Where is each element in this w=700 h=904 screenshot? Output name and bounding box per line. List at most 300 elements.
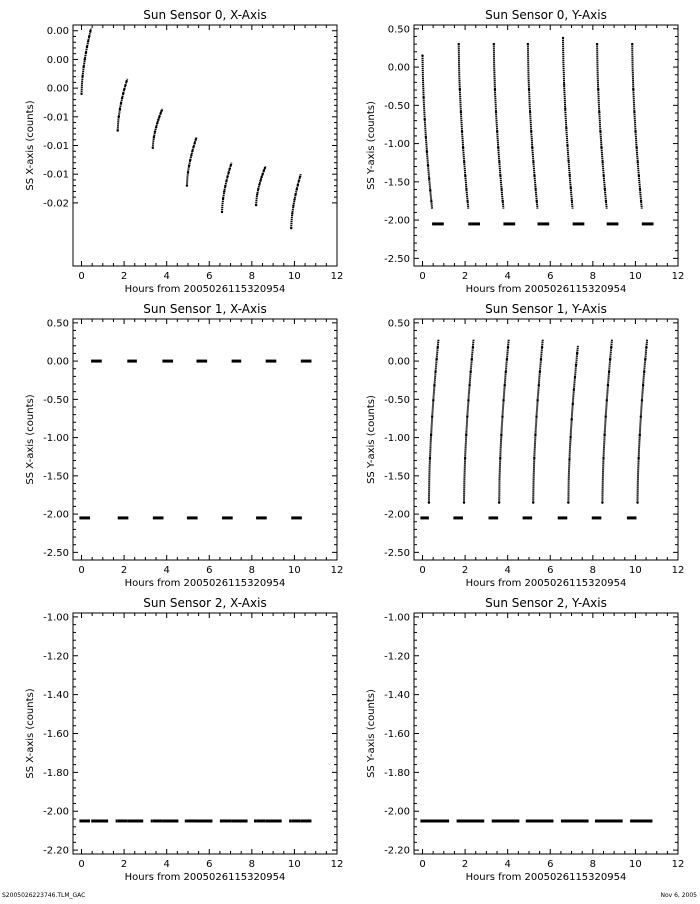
data-point — [189, 159, 191, 161]
data-point — [600, 146, 602, 148]
data-point — [119, 108, 121, 110]
data-point — [468, 384, 470, 386]
data-point — [495, 111, 497, 113]
data-point — [160, 109, 162, 111]
footer-left-text: S2005026223746.TLM_GAC — [2, 892, 86, 899]
chart-title: Sun Sensor 0, Y-Axis — [485, 8, 607, 22]
data-point — [534, 188, 536, 190]
y-tick-label: -1.20 — [384, 651, 410, 663]
x-tick-label: 6 — [547, 859, 554, 870]
data-point — [597, 88, 599, 90]
y-axis-label: SS X-axis (counts) — [25, 100, 36, 191]
data-point — [190, 154, 192, 156]
data-point — [503, 384, 505, 386]
data-point — [499, 457, 501, 459]
x-tick-label: 6 — [206, 271, 213, 282]
data-point — [153, 136, 155, 138]
data-point — [645, 346, 647, 348]
data-point — [505, 371, 507, 373]
data-point — [566, 144, 568, 146]
y-axis-label: SS Y-axis (counts) — [366, 689, 377, 778]
data-point — [86, 46, 88, 48]
chart-panel-2 — [25, 302, 343, 589]
data-point — [433, 384, 435, 386]
data-point — [564, 108, 566, 110]
data-point — [494, 88, 496, 90]
data-segment — [597, 44, 607, 209]
x-tick-label: 8 — [589, 859, 597, 870]
y-tick-label: -0.50 — [384, 394, 410, 406]
y-tick-label: -1.00 — [43, 433, 69, 445]
y-tick-label: 0.50 — [387, 318, 410, 330]
data-point — [507, 346, 509, 348]
data-point — [430, 200, 432, 202]
data-point — [87, 40, 89, 42]
data-point — [605, 200, 607, 202]
chart-title: Sun Sensor 0, X-Axis — [143, 8, 267, 22]
data-point — [532, 501, 534, 503]
y-tick-label: 0.00 — [387, 62, 410, 74]
y-tick-label: -2.50 — [384, 547, 410, 559]
data-point — [601, 501, 603, 503]
data-point — [472, 346, 474, 348]
data-point — [607, 384, 609, 386]
data-segment — [429, 340, 439, 503]
data-point — [192, 146, 194, 148]
data-point — [605, 415, 607, 417]
data-point — [430, 434, 432, 436]
x-tick-label: 0 — [78, 859, 85, 870]
y-tick-label: -0.01 — [43, 169, 69, 181]
data-point — [256, 193, 258, 195]
y-tick-label: 0.00 — [46, 54, 69, 66]
x-tick-label: 2 — [461, 859, 469, 870]
data-point — [563, 84, 565, 86]
data-point — [226, 175, 228, 177]
data-point — [529, 111, 531, 113]
data-segment — [568, 346, 578, 503]
data-segment — [118, 79, 128, 131]
x-tick-label: 8 — [248, 859, 256, 870]
data-point — [297, 184, 299, 186]
y-tick-label: -2.00 — [384, 509, 410, 521]
data-point — [497, 146, 499, 148]
data-point — [156, 122, 158, 124]
data-point — [500, 188, 502, 190]
y-axis-label: SS X-axis (counts) — [25, 688, 36, 779]
x-tick-label: 12 — [330, 271, 344, 282]
x-tick-label: 10 — [629, 565, 642, 576]
data-point — [599, 130, 601, 132]
y-tick-label: -2.00 — [43, 806, 69, 818]
data-point — [538, 384, 540, 386]
data-point — [496, 130, 498, 132]
data-point — [463, 501, 465, 503]
y-tick-label: -0.50 — [43, 394, 69, 406]
chart-title: Sun Sensor 2, Y-Axis — [485, 596, 607, 610]
data-point — [532, 161, 534, 163]
x-axis-label: Hours from 2005026115320954 — [465, 578, 627, 589]
data-point — [298, 179, 300, 181]
chart-panel-5 — [366, 596, 684, 883]
y-axis-label: SS X-axis (counts) — [25, 394, 36, 485]
chart-panel-1 — [366, 8, 684, 295]
data-point — [435, 358, 437, 360]
data-point — [574, 376, 576, 378]
y-tick-label: -1.00 — [384, 139, 410, 151]
data-point — [640, 415, 642, 417]
data-point — [530, 130, 532, 132]
data-point — [461, 130, 463, 132]
data-point — [429, 457, 431, 459]
data-point — [263, 170, 265, 172]
data-point — [459, 88, 461, 90]
x-tick-label: 6 — [547, 271, 554, 282]
x-tick-label: 12 — [671, 859, 685, 870]
data-point — [259, 179, 261, 181]
y-tick-label: -2.50 — [43, 547, 69, 559]
data-point — [469, 371, 471, 373]
x-tick-label: 12 — [671, 565, 685, 576]
data-point — [195, 139, 197, 141]
x-tick-label: 0 — [419, 565, 426, 576]
data-point — [609, 358, 611, 360]
data-point — [498, 501, 500, 503]
data-point — [434, 371, 436, 373]
y-tick-label: -1.00 — [384, 612, 410, 624]
data-point — [465, 188, 467, 190]
x-tick-label: 12 — [671, 271, 685, 282]
data-point — [602, 457, 604, 459]
data-point — [428, 177, 430, 179]
x-tick-label: 4 — [504, 271, 511, 282]
data-point — [636, 501, 638, 503]
data-point — [637, 161, 639, 163]
data-point — [534, 434, 536, 436]
y-tick-label: -1.00 — [384, 433, 410, 445]
data-point — [569, 436, 571, 438]
data-point — [230, 164, 232, 166]
plot-frame — [73, 25, 337, 266]
data-point — [533, 457, 535, 459]
plot-frame — [414, 25, 678, 266]
data-point — [603, 175, 605, 177]
data-point — [432, 399, 434, 401]
x-tick-label: 4 — [163, 859, 170, 870]
data-point — [606, 399, 608, 401]
chart-title: Sun Sensor 1, X-Axis — [143, 302, 267, 316]
data-point — [84, 58, 86, 60]
data-point — [638, 175, 640, 177]
data-point — [125, 80, 127, 82]
data-point — [466, 200, 468, 202]
y-tick-label: -1.40 — [384, 690, 410, 702]
data-point — [221, 211, 223, 213]
y-tick-label: -1.80 — [384, 767, 410, 779]
y-tick-label: 0.00 — [46, 26, 69, 38]
y-axis-label: SS Y-axis (counts) — [366, 101, 377, 190]
y-tick-label: -0.01 — [43, 141, 69, 152]
y-tick-label: -2.00 — [43, 509, 69, 521]
data-point — [639, 188, 641, 190]
data-point — [422, 96, 424, 98]
x-tick-label: 10 — [629, 859, 642, 870]
data-series — [420, 340, 647, 518]
data-point — [257, 188, 259, 190]
data-point — [460, 111, 462, 113]
data-point — [641, 399, 643, 401]
data-point — [576, 352, 578, 354]
data-point — [634, 130, 636, 132]
y-tick-label: -1.40 — [43, 690, 69, 702]
data-segment — [563, 38, 573, 209]
data-point — [570, 187, 572, 189]
data-point — [158, 115, 160, 117]
data-point — [155, 126, 157, 128]
data-point — [458, 43, 460, 45]
data-point — [124, 84, 126, 86]
data-point — [296, 188, 298, 190]
data-point — [539, 371, 541, 373]
y-tick-label: -1.50 — [43, 471, 69, 483]
y-tick-label: 0.00 — [46, 83, 69, 95]
data-point — [83, 66, 85, 68]
chart-panel-0 — [25, 8, 343, 295]
x-tick-label: 10 — [288, 565, 301, 576]
data-point — [159, 112, 161, 114]
x-tick-label: 8 — [589, 565, 597, 576]
data-point — [290, 227, 292, 229]
data-point — [541, 346, 543, 348]
y-tick-label: -2.20 — [384, 845, 410, 857]
data-point — [152, 147, 154, 149]
data-point — [157, 119, 159, 121]
data-point — [81, 75, 83, 77]
y-tick-label: -0.01 — [43, 112, 69, 124]
x-tick-label: 2 — [120, 271, 128, 282]
data-point — [493, 43, 495, 45]
y-tick-label: -1.50 — [384, 471, 410, 483]
plot-frame — [414, 319, 678, 560]
x-axis-label: Hours from 2005026115320954 — [124, 578, 286, 589]
data-point — [536, 399, 538, 401]
data-point — [601, 161, 603, 163]
x-tick-label: 4 — [504, 859, 511, 870]
data-point — [467, 399, 469, 401]
data-point — [632, 88, 634, 90]
data-point — [121, 97, 123, 99]
data-point — [464, 457, 466, 459]
y-tick-label: -1.60 — [43, 729, 69, 740]
data-segment — [459, 44, 469, 209]
data-segment — [638, 340, 648, 503]
y-tick-label: -0.02 — [43, 198, 69, 210]
x-tick-label: 2 — [120, 565, 128, 576]
data-point — [224, 185, 226, 187]
data-point — [642, 384, 644, 386]
y-axis-label: SS Y-axis (counts) — [366, 395, 377, 484]
data-segment — [464, 340, 474, 503]
x-tick-label: 0 — [78, 271, 85, 282]
data-point — [567, 159, 569, 161]
data-point — [536, 200, 538, 202]
data-point — [598, 111, 600, 113]
x-axis-label: Hours from 2005026115320954 — [465, 284, 627, 295]
x-tick-label: 2 — [461, 565, 469, 576]
data-point — [535, 415, 537, 417]
data-point — [502, 399, 504, 401]
x-axis-label: Hours from 2005026115320954 — [465, 872, 627, 883]
x-tick-label: 6 — [206, 859, 213, 870]
data-segment — [291, 174, 301, 228]
x-tick-label: 6 — [547, 565, 554, 576]
data-point — [429, 189, 431, 191]
data-point — [464, 175, 466, 177]
data-point — [193, 142, 195, 144]
data-point — [643, 371, 645, 373]
x-tick-label: 8 — [589, 271, 597, 282]
data-point — [262, 173, 264, 175]
data-point — [258, 183, 260, 185]
data-point — [471, 358, 473, 360]
y-tick-label: -1.80 — [43, 767, 69, 779]
y-tick-label: 0.50 — [387, 24, 410, 36]
data-point — [640, 200, 642, 202]
x-axis-label: Hours from 2005026115320954 — [124, 284, 286, 295]
data-point — [462, 146, 464, 148]
data-point — [498, 161, 500, 163]
data-point — [568, 458, 570, 460]
x-tick-label: 2 — [461, 271, 469, 282]
data-point — [291, 212, 293, 214]
data-segment — [494, 44, 504, 209]
data-segment — [533, 340, 543, 503]
data-point — [154, 130, 156, 132]
data-point — [292, 205, 294, 207]
data-point — [227, 171, 229, 173]
x-tick-label: 8 — [248, 271, 256, 282]
data-point — [639, 434, 641, 436]
data-point — [571, 199, 573, 201]
data-point — [533, 175, 535, 177]
data-point — [568, 174, 570, 176]
y-tick-label: -2.00 — [384, 215, 410, 227]
data-point — [500, 434, 502, 436]
chart-panel-4 — [25, 596, 343, 883]
data-point — [501, 415, 503, 417]
data-point — [501, 200, 503, 202]
data-point — [575, 363, 577, 365]
data-point — [596, 43, 598, 45]
x-tick-label: 4 — [504, 565, 511, 576]
y-tick-label: -2.50 — [384, 253, 410, 265]
x-tick-label: 8 — [248, 565, 256, 576]
data-point — [644, 358, 646, 360]
data-point — [120, 102, 122, 104]
data-segment — [187, 138, 197, 186]
data-point — [186, 184, 188, 186]
plot-frame — [73, 613, 337, 854]
x-tick-label: 6 — [206, 565, 213, 576]
data-point — [527, 43, 529, 45]
data-point — [603, 434, 605, 436]
data-point — [426, 151, 428, 153]
data-point — [531, 146, 533, 148]
data-point — [528, 88, 530, 90]
x-tick-label: 0 — [419, 271, 426, 282]
data-point — [499, 175, 501, 177]
data-point — [431, 415, 433, 417]
x-tick-label: 0 — [419, 859, 426, 870]
data-point — [506, 358, 508, 360]
data-point — [608, 371, 610, 373]
data-segment — [82, 28, 92, 94]
x-tick-label: 12 — [330, 859, 344, 870]
x-tick-label: 4 — [163, 565, 170, 576]
data-segment — [423, 56, 433, 209]
data-point — [567, 501, 569, 503]
data-point — [222, 197, 224, 199]
data-point — [631, 43, 633, 45]
y-tick-label: 0.50 — [46, 318, 69, 330]
footer-right-text: Nov 6, 2005 — [660, 892, 697, 899]
data-point — [264, 167, 266, 169]
data-point — [428, 501, 430, 503]
data-series — [421, 37, 653, 224]
chart-panel-3 — [366, 302, 684, 589]
data-point — [466, 415, 468, 417]
data-series — [79, 361, 311, 518]
x-tick-label: 2 — [120, 859, 128, 870]
y-tick-label: 0.00 — [46, 356, 69, 368]
data-point — [88, 35, 90, 37]
y-tick-label: -1.20 — [43, 651, 69, 663]
data-point — [437, 346, 439, 348]
x-tick-label: 10 — [288, 271, 301, 282]
y-tick-label: -1.50 — [384, 177, 410, 189]
plot-frame — [414, 613, 678, 854]
data-point — [573, 389, 575, 391]
data-point — [299, 176, 301, 178]
data-point — [117, 129, 119, 131]
data-point — [427, 164, 429, 166]
data-segment — [499, 340, 509, 503]
data-point — [85, 52, 87, 54]
y-tick-label: -2.20 — [43, 845, 69, 857]
data-point — [260, 176, 262, 178]
data-segment — [602, 340, 612, 503]
y-tick-label: 0.00 — [387, 356, 410, 368]
chart-title: Sun Sensor 1, Y-Axis — [485, 302, 607, 316]
x-tick-label: 4 — [163, 271, 170, 282]
data-point — [565, 127, 567, 129]
data-point — [424, 118, 426, 120]
data-point — [562, 37, 564, 39]
data-segment — [256, 166, 266, 205]
data-point — [604, 188, 606, 190]
data-point — [635, 146, 637, 148]
chart-title: Sun Sensor 2, X-Axis — [143, 596, 267, 610]
x-axis-label: Hours from 2005026115320954 — [124, 872, 286, 883]
data-series — [80, 28, 301, 229]
data-point — [465, 434, 467, 436]
data-point — [223, 190, 225, 192]
data-point — [89, 30, 91, 32]
data-point — [191, 150, 193, 152]
y-tick-label: -1.60 — [384, 729, 410, 740]
data-point — [421, 54, 423, 56]
data-point — [572, 403, 574, 405]
